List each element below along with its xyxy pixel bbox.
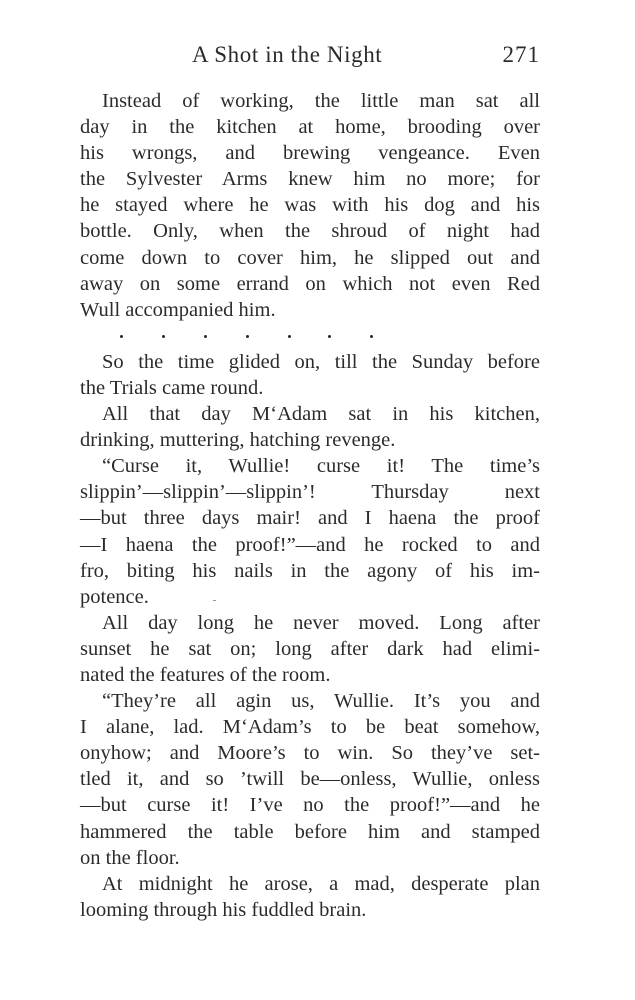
text-line: onyhow; and Moore’s to win. So they’ve set- — [80, 742, 540, 765]
text-line: the Trials came round. — [80, 376, 264, 399]
text-line: bottle. Only, when the shroud of night had — [80, 220, 540, 243]
text-line: —I haena the proof!”—and he rocked to and — [80, 533, 540, 556]
dot-ornament — [246, 335, 249, 338]
text-line: All day long he never moved. Long after — [102, 611, 540, 634]
text-line: —but three days mair! and I haena the proof — [80, 507, 540, 530]
text-line: come down to cover him, he slipped out and — [80, 246, 540, 269]
text-line: I alane, lad. M‘Adam’s to be beat somehow, — [80, 716, 540, 739]
dot-ornament — [288, 335, 291, 338]
text-line: Instead of working, the little man sat all — [102, 90, 540, 112]
text-line: “They’re all agin us, Wullie. It’s you and — [102, 690, 540, 713]
paragraph-7 — [80, 871, 540, 923]
dot-ornament — [162, 335, 165, 338]
section-break-dots — [120, 323, 420, 349]
text-line: day in the kitchen at home, brooding over — [80, 116, 540, 139]
text-line: his wrongs, and brewing vengeance. Even — [80, 142, 540, 165]
paragraph-3 — [80, 401, 540, 453]
text-line: So the time glided on, till the Sunday before — [102, 350, 540, 373]
dot-ornament — [328, 335, 331, 338]
text-line: on the floor. — [80, 846, 180, 869]
text-line: looming through his fuddled brain. — [80, 898, 367, 921]
paragraph-4 — [80, 453, 540, 610]
text-line: fro, biting his nails in the agony of his im- — [80, 559, 540, 582]
text-line: sunset he sat on; long after dark had elimi- — [80, 637, 540, 660]
paragraph-5 — [80, 610, 540, 688]
print-speck — [213, 600, 216, 601]
text-line: All that day M‘Adam sat in his kitchen, — [102, 403, 540, 426]
text-line: the Sylvester Arms knew him no more; for — [80, 168, 540, 191]
page-number: 271 — [502, 42, 540, 67]
running-head — [80, 42, 540, 74]
text-line: nated the features of the room. — [80, 663, 331, 686]
text-line: tled it, and so ’twill be—onless, Wullie, onless — [80, 768, 540, 791]
text-line: potence. — [80, 585, 149, 608]
text-line: —but curse it! I’ve no the proof!”—and he — [80, 794, 540, 817]
text-line: away on some errand on which not even Red — [80, 272, 540, 295]
paragraph-6 — [80, 688, 540, 871]
dot-ornament — [370, 335, 373, 338]
dot-ornament — [204, 335, 207, 338]
chapter-title: A Shot in the Night — [192, 42, 383, 67]
text-line: he stayed where he was with his dog and his — [80, 194, 540, 217]
dot-ornament — [120, 335, 123, 338]
text-line: Wull accompanied him. — [80, 298, 276, 321]
section-break — [80, 323, 540, 349]
paragraph-2 — [80, 349, 540, 401]
paragraph-1 — [80, 88, 540, 323]
text-line: slippin’—slippin’—slippin’! Thursday next — [80, 481, 540, 504]
text-line: At midnight he arose, a mad, desperate plan — [102, 872, 540, 895]
text-line: “Curse it, Wullie! curse it! The time’s — [102, 455, 540, 478]
text-line: hammered the table before him and stamped — [80, 820, 540, 843]
text-line: drinking, muttering, hatching revenge. — [80, 429, 396, 452]
body-text — [80, 88, 540, 923]
